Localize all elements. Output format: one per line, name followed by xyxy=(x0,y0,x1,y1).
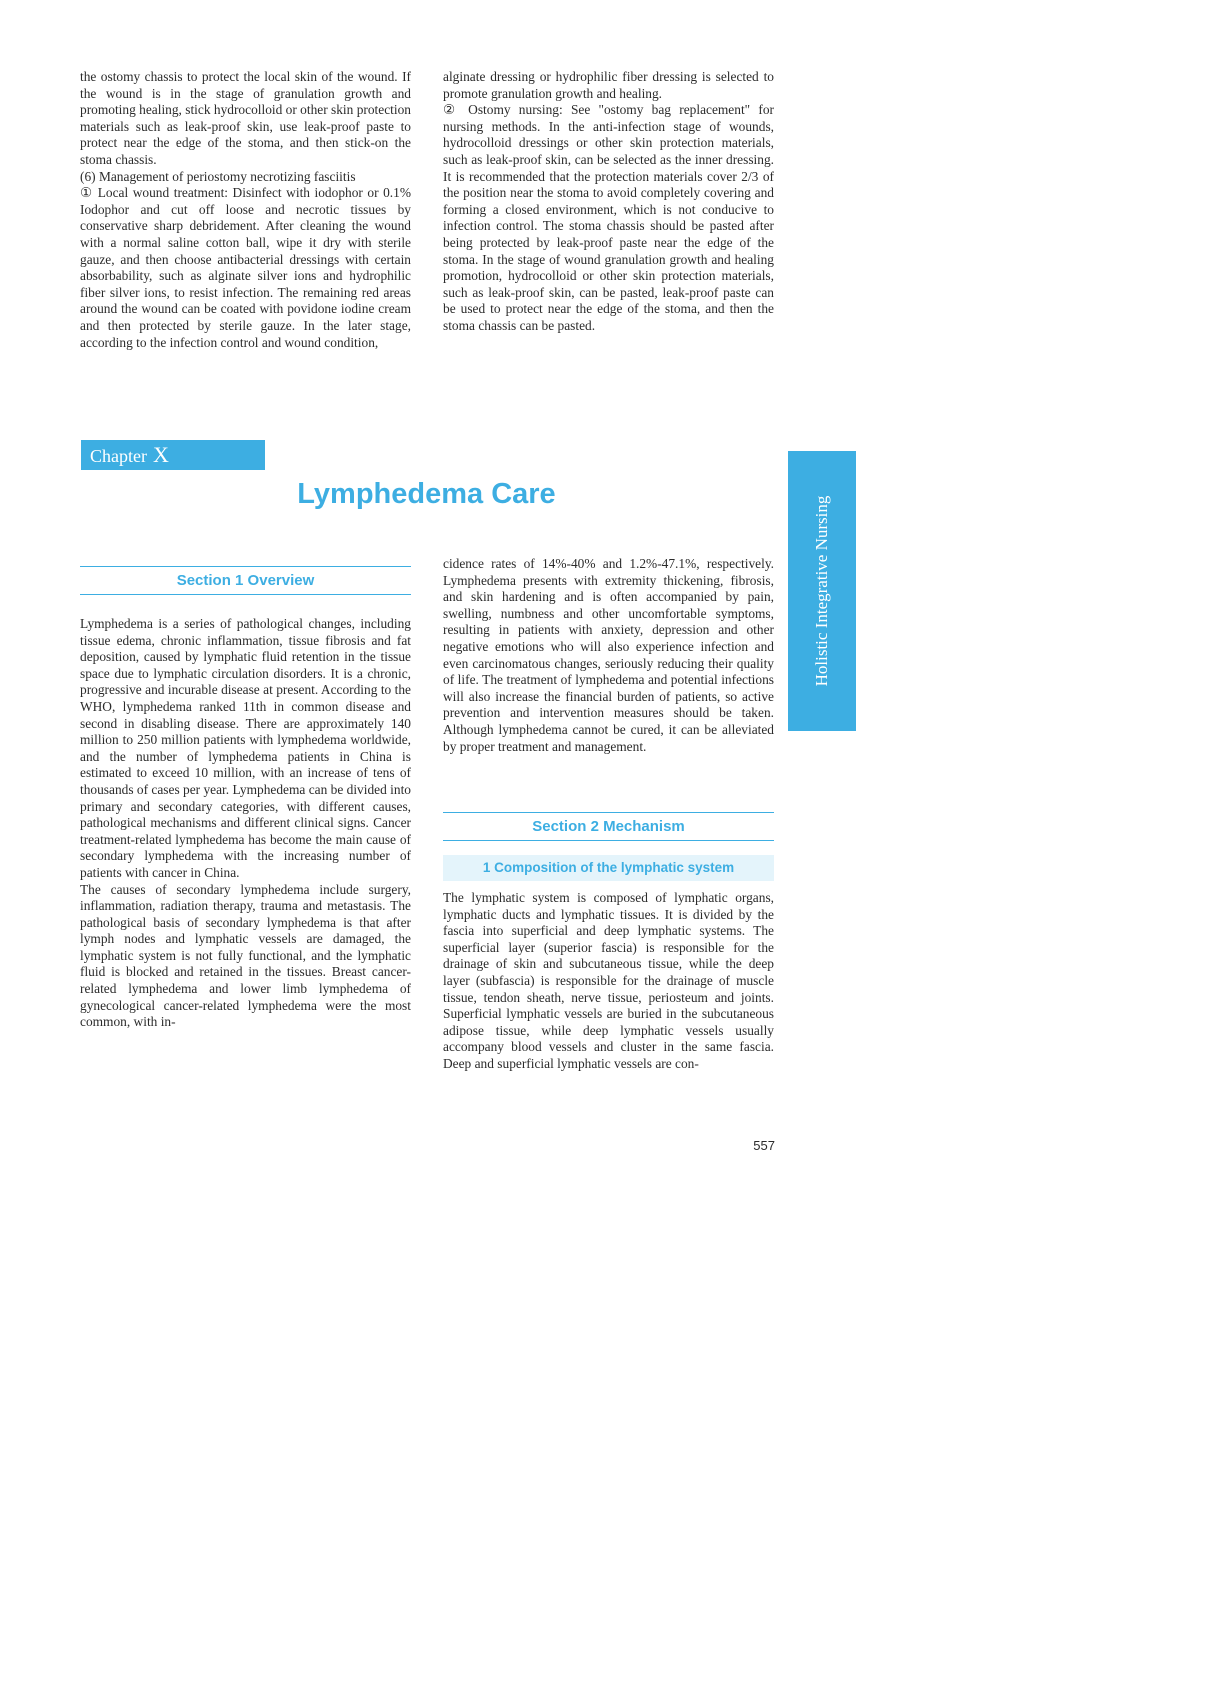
paragraph: cidence rates of 14%-40% and 1.2%-47.1%, respectively. Lymphedema presents with extremity thickening, fibrosis, and skin hardening and is often accompanied by pain, swelling, numbness and other uncomfortable symptoms, resulting in patients with anxiety, depression and other negative emotions who will also experience infection and even carcinomatous changes, seriously reducing their quality of life. The treatment of lymphedema and potential infections will also increase the financial burden of patients, so active prevention and intervention measures should be taken. Although lymphedema cannot be cured, it can be alleviated by proper treatment and management. xyxy=(443,556,774,754)
chapter-label xyxy=(81,440,265,470)
paragraph: ② Ostomy nursing: See "ostomy bag replacement" for nursing methods. In the anti-infection stage of wounds, hydrocolloid dressings or other skin protection materials, such as leak-proof skin, can be selected as the inner dressing. It is recommended that the protection materials cover 2/3 of the position near the stoma to avoid completely covering and forming a closed environment, which is not conducive to infection control. The stoma chassis should be pasted after being protected by leak-proof paste near the edge of the stoma. In the stage of wound granulation growth and healing promotion, hydrocolloid or other skin protection materials, such as leak-proof skin, can be pasted, leak-proof paste can be used to protect near the edge of the stoma, and then the stoma chassis can be pasted. xyxy=(443,102,774,333)
chapter-word: Chapter xyxy=(90,446,147,466)
side-tab-label: Holistic Integrative Nursing xyxy=(812,495,831,687)
top-left-text-column xyxy=(80,69,411,351)
paragraph: the ostomy chassis to protect the local skin of the wound. If the wound is in the stage of granulation growth and promoting healing, stick hydrocolloid or other skin protection materials such as leak-proof skin, use leak-proof paste to protect near the edge of the stoma, and then stick-on the stoma chassis. xyxy=(80,69,411,167)
paragraph: (6) Management of periostomy necrotizing fasciitis xyxy=(80,168,356,184)
body-right-text-column xyxy=(443,556,774,755)
chapter-number: X xyxy=(152,442,169,467)
paragraph: The lymphatic system is composed of lymphatic organs, lymphatic ducts and lymphatic tissues. It is divided by the fascia into superficial and deep lymphatic systems. The superficial layer (superior fascia) is responsible for the drainage of skin and subcutaneous tissue, while the deep layer (subfascia) is responsible for the drainage of muscle tissue, tendon sheath, nerve tissue, periosteum and joints. Superficial lymphatic vessels are buried in the subcutaneous adipose tissue, while deep lymphatic vessels usually accompany blood vessels and cluster in the same fascia. Deep and superficial lymphatic vessels are con- xyxy=(443,890,774,1071)
paragraph: Lymphedema is a series of pathological changes, including tissue edema, chronic inflammation, tissue fibrosis and fat deposition, caused by lymphatic fluid retention in the tissue space due to lymphatic circulation disorders. It is a chronic, progressive and incurable disease at present. According to the WHO, lymphedema ranked 11th in common disease and second in disabling disease. There are approximately 140 million to 250 million patients with lymphedema worldwide, and the number of lymphedema patients in China is estimated to exceed 10 million, with an increase of tens of thousands of cases per year. Lymphedema can be divided into primary and secondary categories, with different causes, pathological mechanisms and different clinical signs. Cancer treatment-related lymphedema has become the main cause of secondary lymphedema with the increasing number of patients with cancer in China. xyxy=(80,616,411,880)
body-left-text-column xyxy=(80,560,411,1031)
chapter-title: Lymphedema Care xyxy=(297,478,556,510)
section-1-heading: Section 1 Overview xyxy=(80,566,411,595)
top-right-text-column xyxy=(443,69,774,335)
paragraph: alginate dressing or hydrophilic fiber dressing is selected to promote granulation growth and healing. xyxy=(443,69,774,101)
heading-spacer xyxy=(80,560,411,616)
page-number: 557 xyxy=(753,1138,775,1153)
side-tab xyxy=(788,451,856,731)
section-2-text xyxy=(443,890,774,1073)
section-2-heading: Section 2 Mechanism xyxy=(443,812,774,841)
paragraph: The causes of secondary lymphedema include surgery, inflammation, radiation therapy, trauma and metastasis. The pathological basis of secondary lymphedema is that after lymph nodes and lymphatic vessels are damaged, the lymphatic system is not fully functional, and the lymphatic fluid is blocked and retained in the tissues. Breast cancer-related lymphedema and lower limb lymphedema of gynecological cancer-related lymphedema were the most common, with in- xyxy=(80,881,411,1030)
subsection-heading: 1 Composition of the lymphatic system xyxy=(443,855,774,881)
paragraph: ① Local wound treatment: Disinfect with iodophor or 0.1% Iodophor and cut off loose and necrotic tissues by conservative sharp debridement. After cleaning the wound with a normal saline cotton ball, wipe it dry with sterile gauze, and then choose antibacterial dressings with certain absorbability, such as alginate silver ions and hydrophilic fiber silver ions, to resist infection. The remaining red areas around the wound can be coated with povidone iodine cream and then protected by sterile gauze. In the later stage, according to the infection control and wound condition, xyxy=(80,185,411,350)
